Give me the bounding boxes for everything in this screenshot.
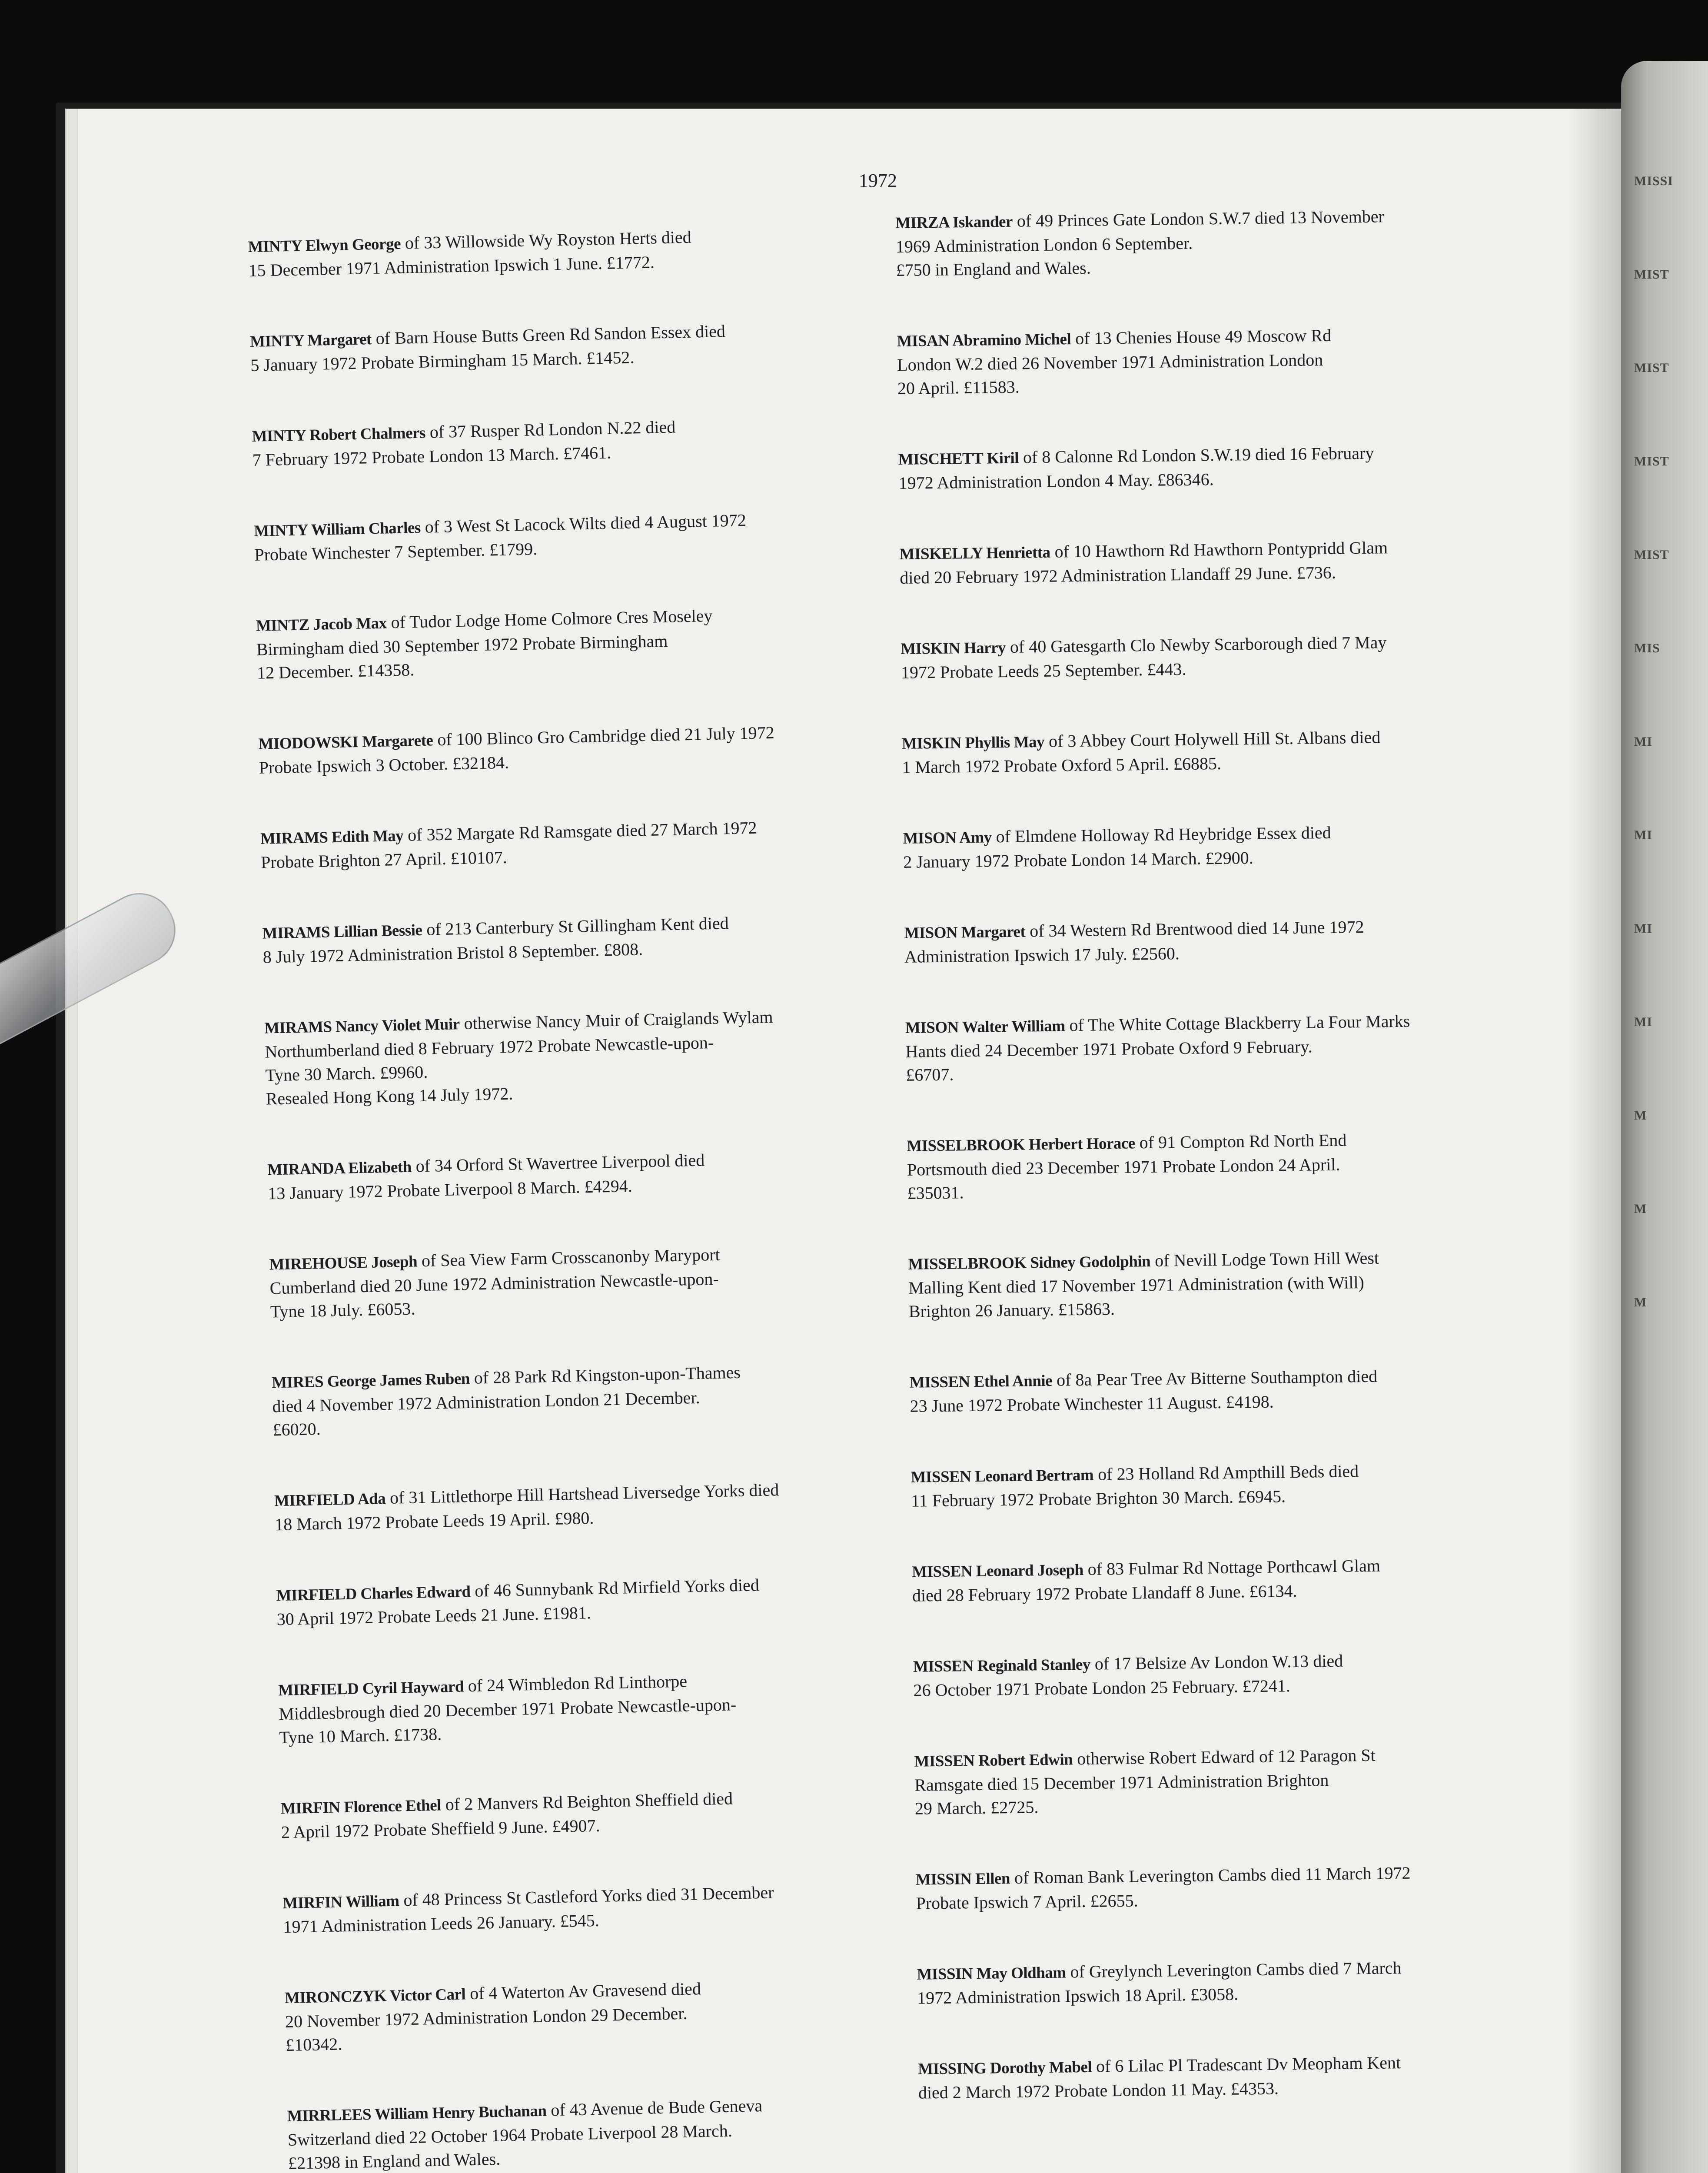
- entry-detail-line: Probate Ipswich 3 October. £32184.: [259, 752, 509, 777]
- probate-entry: [901, 629, 1509, 684]
- entry-detail-line: of 91 Compton Rd North End: [1139, 1130, 1347, 1153]
- entry-detail-line: died 20 February 1972 Administration Llandaff 29 June. £736.: [900, 562, 1336, 588]
- probate-entry: [898, 440, 1507, 495]
- entry-detail-line: died 28 February 1972 Probate Llandaff 8 June. £6134.: [912, 1581, 1297, 1605]
- adjacent-page-fragment: MI: [1634, 734, 1652, 749]
- entry-detail-line: Cumberland died 20 June 1972 Administration Newcastle-upon-: [269, 1269, 719, 1298]
- entry-surname: MINTY Margaret: [249, 330, 372, 351]
- entry-detail-line: Portsmouth died 23 December 1971 Probate London 24 April.: [907, 1154, 1340, 1180]
- entry-detail-line: of Elmdene Holloway Rd Heybridge Essex died: [996, 822, 1331, 847]
- entry-surname: MISKELLY Henrietta: [899, 543, 1050, 563]
- entry-detail-line: 13 January 1972 Probate Liverpool 8 March. £4294.: [267, 1176, 633, 1203]
- entry-detail-line: otherwise Robert Edward of 12 Paragon St: [1077, 1745, 1376, 1769]
- entry-surname: MIRAMS Edith May: [260, 827, 404, 848]
- entry-detail-line: of 2 Manvers Rd Beighton Sheffield died: [445, 1788, 733, 1814]
- probate-entry: [912, 1552, 1521, 1608]
- entry-detail-line: Probate Brighton 27 April. £10107.: [260, 847, 508, 872]
- probate-entry: [910, 1458, 1519, 1513]
- adjacent-page-fragment: MI: [1634, 1015, 1652, 1029]
- probate-entry: [908, 1245, 1517, 1323]
- entry-detail-line: of 23 Holland Rd Ampthill Beds died: [1097, 1461, 1359, 1484]
- entry-detail-line: 1969 Administration London 6 September.: [895, 233, 1193, 256]
- page-binding-edge: [65, 109, 78, 2173]
- left-column: [248, 222, 897, 2173]
- entry-detail-line: 8 July 1972 Administration Bristol 8 September. £808.: [263, 939, 643, 967]
- probate-entry: [264, 1003, 874, 1110]
- probate-entry: [272, 1358, 881, 1442]
- entry-surname: MIRFIN Florence Ethel: [280, 1796, 442, 1818]
- entry-surname: MIRES George James Ruben: [271, 1369, 470, 1392]
- entry-surname: MISON Walter William: [905, 1017, 1065, 1037]
- entry-detail-line: 1972 Probate Leeds 25 September. £443.: [901, 659, 1186, 682]
- entry-detail-line: of 28 Park Rd Kingston-upon-Thames: [474, 1362, 741, 1388]
- entry-detail-line: of 213 Canterbury St Gillingham Kent died: [426, 913, 729, 939]
- entry-detail-line: £6707.: [906, 1064, 954, 1085]
- entry-detail-line: London W.2 died 26 November 1971 Administration London: [897, 350, 1323, 375]
- entry-detail-line: of 6 Lilac Pl Tradescant Dv Meopham Kent: [1096, 2053, 1401, 2076]
- entry-surname: MIRONCZYK Victor Carl: [284, 1985, 466, 2007]
- probate-entry: [280, 1784, 890, 1844]
- entry-surname: MINTY Robert Chalmers: [252, 424, 426, 445]
- entry-surname: MINTY William Charles: [253, 518, 421, 540]
- entry-detail-line: of 43 Avenue de Bude Geneva: [550, 2096, 763, 2120]
- gutter-shadow: [1569, 109, 1621, 2173]
- probate-entry: [276, 1571, 885, 1631]
- probate-entry: [282, 1878, 892, 1939]
- probate-entry: [267, 1145, 876, 1205]
- entry-surname: MISSEN Reginald Stanley: [913, 1655, 1091, 1676]
- entry-detail-line: 30 April 1972 Probate Leeds 21 June. £1981.: [276, 1603, 591, 1629]
- running-header-year: 1972: [859, 170, 897, 191]
- entry-detail-line: of Greylynch Leverington Cambs died 7 March: [1070, 1958, 1402, 1982]
- entry-detail-line: otherwise Nancy Muir of Craiglands Wylam: [464, 1007, 773, 1033]
- adjacent-page-fragment: MI: [1634, 828, 1652, 842]
- entry-detail-line: of 24 Wimbledon Rd Linthorpe: [468, 1671, 688, 1696]
- entry-detail-line: £6020.: [272, 1419, 321, 1440]
- entry-surname: MIRFIELD Ada: [274, 1490, 386, 1510]
- entry-detail-line: of 17 Belsize Av London W.13 died: [1094, 1651, 1343, 1674]
- right-column: [895, 203, 1527, 2152]
- entry-surname: MIRAMS Lillian Bessie: [262, 921, 422, 943]
- probate-entry: [287, 2091, 897, 2173]
- entry-detail-line: Hants died 24 December 1971 Probate Oxford 9 February.: [905, 1037, 1313, 1061]
- adjacent-page-fragment: MIST: [1634, 361, 1669, 375]
- entry-detail-line: 26 October 1971 Probate London 25 February. £7241.: [913, 1676, 1291, 1700]
- entry-detail-line: of 8 Calonne Rd London S.W.19 died 16 February: [1023, 443, 1374, 467]
- adjacent-page-fragment: MIST: [1634, 548, 1669, 562]
- entry-surname: MIRFIELD Charles Edward: [276, 1582, 471, 1605]
- probate-entry: [902, 724, 1511, 779]
- entry-detail-line: Tyne 30 March. £9960.: [265, 1062, 428, 1085]
- probate-entry: [918, 2050, 1527, 2105]
- adjacent-page-fragment: M: [1634, 1202, 1647, 1216]
- entry-detail-line: of 8a Pear Tree Av Bitterne Southampton died: [1056, 1366, 1378, 1390]
- entry-detail-line: of 33 Willowside Wy Royston Herts died: [405, 227, 692, 253]
- entry-detail-line: 1972 Administration London 4 May. £86346.: [898, 469, 1214, 493]
- entry-detail-line: £10342.: [285, 2034, 342, 2055]
- entry-surname: MISSELBROOK Sidney Godolphin: [908, 1253, 1151, 1273]
- entry-surname: MIRFIELD Cyril Hayward: [278, 1678, 464, 1700]
- entry-surname: MISSEN Leonard Joseph: [912, 1561, 1084, 1581]
- entry-detail-line: died 4 November 1972 Administration London 21 December.: [272, 1387, 700, 1416]
- entry-detail-line: of 100 Blinco Gro Cambridge died 21 July 1972: [437, 722, 775, 750]
- entry-surname: MINTZ Jacob Max: [256, 614, 387, 635]
- entry-detail-line: 12 December. £14358.: [256, 660, 415, 683]
- entry-detail-line: 2 January 1972 Probate London 14 March. £2900.: [903, 848, 1253, 872]
- entry-surname: MISSEN Leonard Bertram: [910, 1466, 1094, 1486]
- entry-detail-line: Probate Ipswich 7 April. £2655.: [916, 1891, 1138, 1913]
- entry-detail-line: 1971 Administration Leeds 26 January. £545.: [283, 1910, 600, 1937]
- probate-entry: [904, 914, 1513, 969]
- entry-surname: MISSIN Ellen: [915, 1870, 1010, 1889]
- entry-detail-line: of 49 Princes Gate London S.W.7 died 13 November: [1017, 206, 1385, 231]
- entry-detail-line: Brighton 26 January. £15863.: [908, 1299, 1115, 1321]
- entry-detail-line: Switzerland died 22 October 1964 Probate Liverpool 28 March.: [287, 2120, 733, 2150]
- adjacent-page-fragment: M: [1634, 1295, 1647, 1309]
- entry-surname: MISON Amy: [903, 828, 992, 847]
- entry-detail-line: Northumberland died 8 February 1972 Probate Newcastle-upon-: [264, 1032, 714, 1062]
- entry-detail-line: of Nevill Lodge Town Hill West: [1154, 1248, 1379, 1270]
- probate-entry: [254, 506, 863, 567]
- adjacent-page-fragment: MI: [1634, 921, 1652, 936]
- entry-detail-line: of 13 Chenies House 49 Moscow Rd: [1075, 325, 1332, 348]
- probate-entry: [250, 317, 859, 377]
- entry-surname: MIRANDA Elizabeth: [267, 1158, 412, 1179]
- entry-detail-line: Resealed Hong Kong 14 July 1972.: [266, 1083, 513, 1109]
- probate-entry: [905, 1008, 1515, 1087]
- adjacent-page-fragment: MIS: [1634, 641, 1660, 655]
- entry-detail-line: of 48 Princess St Castleford Yorks died 31 December: [403, 1882, 774, 1910]
- entry-detail-line: of 31 Littlethorpe Hill Hartshead Liversedge Yorks died: [389, 1480, 779, 1508]
- probate-entry: [914, 1742, 1523, 1821]
- entry-detail-line: 7 February 1972 Probate London 13 March. £7461.: [252, 442, 611, 470]
- entry-detail-line: 20 November 1972 Administration London 29 December.: [285, 2003, 688, 2032]
- entry-detail-line: of 10 Hawthorn Rd Hawthorn Pontypridd Glam: [1054, 538, 1388, 562]
- entry-surname: MISCHETT Kiril: [898, 449, 1019, 468]
- probate-entry: [899, 535, 1508, 590]
- entry-detail-line: of 352 Margate Rd Ramsgate died 27 March 1972: [407, 817, 757, 845]
- entry-detail-line: 29 March. £2725.: [914, 1797, 1039, 1818]
- entry-surname: MISSEN Robert Edwin: [914, 1751, 1073, 1771]
- entry-detail-line: of 37 Rusper Rd London N.22 died: [429, 417, 676, 442]
- document-page: [65, 109, 1621, 2173]
- adjacent-page-fragment: MIST: [1634, 267, 1669, 282]
- entry-surname: MINTY Elwyn George: [248, 235, 401, 256]
- entry-detail-line: 1 March 1972 Probate Oxford 5 April. £6885.: [902, 753, 1222, 777]
- entry-surname: MISSELBROOK Herbert Horace: [907, 1134, 1136, 1155]
- entry-detail-line: Tyne 18 July. £6053.: [270, 1299, 415, 1322]
- entry-surname: MIRZA Iskander: [895, 213, 1013, 232]
- entry-surname: MISKIN Phyllis May: [901, 733, 1045, 753]
- entry-detail-line: £750 in England and Wales.: [896, 258, 1091, 280]
- probate-entry: [256, 601, 865, 684]
- probate-entry: [907, 1126, 1516, 1205]
- probate-entry: [248, 222, 857, 282]
- probate-entry: [913, 1647, 1522, 1702]
- entry-detail-line: Malling Kent died 17 November 1971 Administration (with Will): [908, 1273, 1365, 1298]
- entry-detail-line: £35031.: [907, 1183, 964, 1203]
- entry-detail-line: Probate Winchester 7 September. £1799.: [254, 539, 538, 565]
- entry-detail-line: 2 April 1972 Probate Sheffield 9 June. £4907.: [281, 1815, 600, 1842]
- entry-surname: MISSEN Ethel Annie: [909, 1372, 1053, 1392]
- probate-entry: [910, 1363, 1519, 1418]
- entry-detail-line: 23 June 1972 Probate Winchester 11 August. £4198.: [910, 1392, 1274, 1416]
- probate-entry: [916, 1860, 1525, 1915]
- entry-surname: MISAN Abramino Michel: [897, 330, 1071, 350]
- entry-detail-line: of 4 Waterton Av Gravesend died: [469, 1979, 701, 2004]
- entry-surname: MIRRLEES William Henry Buchanan: [287, 2102, 547, 2126]
- entry-detail-line: Tyne 10 March. £1738.: [279, 1724, 442, 1748]
- entry-surname: MIRAMS Nancy Violet Muir: [264, 1015, 460, 1037]
- probate-entry: [903, 819, 1512, 874]
- entry-detail-line: 20 April. £11583.: [897, 377, 1020, 398]
- entry-surname: MISSIN May Oldham: [917, 1964, 1066, 1984]
- entry-detail-line: 15 December 1971 Administration Ipswich 1 June. £1772.: [248, 252, 655, 280]
- entry-detail-line: 1972 Administration Ipswich 18 April. £3058.: [917, 1984, 1239, 2008]
- adjacent-page-fragment: MIST: [1634, 454, 1669, 468]
- entry-detail-line: 5 January 1972 Probate Birmingham 15 March. £1452.: [250, 347, 635, 375]
- entry-surname: MISSING Dorothy Mabel: [917, 2058, 1092, 2078]
- probate-entry: [895, 203, 1505, 282]
- entry-detail-line: of 83 Fulmar Rd Nottage Porthcawl Glam: [1087, 1555, 1381, 1579]
- probate-entry: [260, 814, 870, 874]
- entry-detail-line: of 40 Gatesgarth Clo Newby Scarborough died 7 May: [1010, 632, 1387, 657]
- probate-entry: [269, 1239, 879, 1323]
- entry-detail-line: of Roman Bank Leverington Cambs died 11 March 1972: [1014, 1863, 1411, 1887]
- probate-entry: [274, 1476, 883, 1536]
- entry-detail-line: 11 February 1972 Probate Brighton 30 March. £6945.: [910, 1486, 1286, 1511]
- probate-entry: [284, 1973, 894, 2057]
- entry-surname: MISKIN Harry: [901, 638, 1006, 658]
- probate-entry: [252, 412, 861, 472]
- adjacent-page-fragment: MISSI: [1634, 174, 1674, 188]
- entry-surname: MIODOWSKI Margarete: [258, 731, 433, 753]
- entry-detail-line: of The White Cottage Blackberry La Four Marks: [1069, 1011, 1410, 1035]
- entry-detail-line: of Barn House Butts Green Rd Sandon Essex died: [375, 321, 726, 348]
- probate-entry: [278, 1665, 888, 1749]
- probate-entry: [897, 322, 1506, 400]
- entry-detail-line: £21398 in England and Wales.: [288, 2149, 501, 2173]
- entry-detail-line: Middlesbrough died 20 December 1971 Probate Newcastle-upon-: [278, 1695, 737, 1724]
- entry-detail-line: of Sea View Farm Crosscanonby Maryport: [421, 1244, 721, 1271]
- entry-detail-line: of 46 Sunnybank Rd Mirfield Yorks died: [474, 1575, 760, 1601]
- adjacent-page-edge: [1621, 61, 1708, 2173]
- entry-surname: MIRFIN William: [282, 1892, 399, 1913]
- entry-detail-line: of 34 Orford St Wavertree Liverpool died: [415, 1150, 705, 1176]
- entry-surname: MISON Margaret: [904, 923, 1026, 942]
- entry-detail-line: of 3 West St Lacock Wilts died 4 August 1972: [425, 510, 747, 537]
- entry-detail-line: died 2 March 1972 Probate London 11 May. £4353.: [918, 2078, 1279, 2103]
- entry-detail-line: of 34 Western Rd Brentwood died 14 June 1972: [1029, 917, 1364, 941]
- entry-detail-line: Ramsgate died 15 December 1971 Administration Brighton: [914, 1770, 1329, 1795]
- entry-detail-line: of Tudor Lodge Home Colmore Cres Moseley: [391, 605, 713, 632]
- entry-detail-line: 18 March 1972 Probate Leeds 19 April. £980.: [274, 1508, 594, 1535]
- probate-entry: [258, 719, 867, 779]
- entry-detail-line: Birmingham died 30 September 1972 Probate Birmingham: [256, 631, 668, 659]
- adjacent-page-fragment: M: [1634, 1108, 1647, 1123]
- entry-detail-line: Administration Ipswich 17 July. £2560.: [904, 944, 1180, 967]
- entry-surname: MIREHOUSE Joseph: [269, 1253, 418, 1274]
- entry-detail-line: of 3 Abbey Court Holywell Hill St. Albans died: [1048, 727, 1381, 751]
- probate-entry: [262, 908, 871, 969]
- probate-entry: [917, 1955, 1525, 2010]
